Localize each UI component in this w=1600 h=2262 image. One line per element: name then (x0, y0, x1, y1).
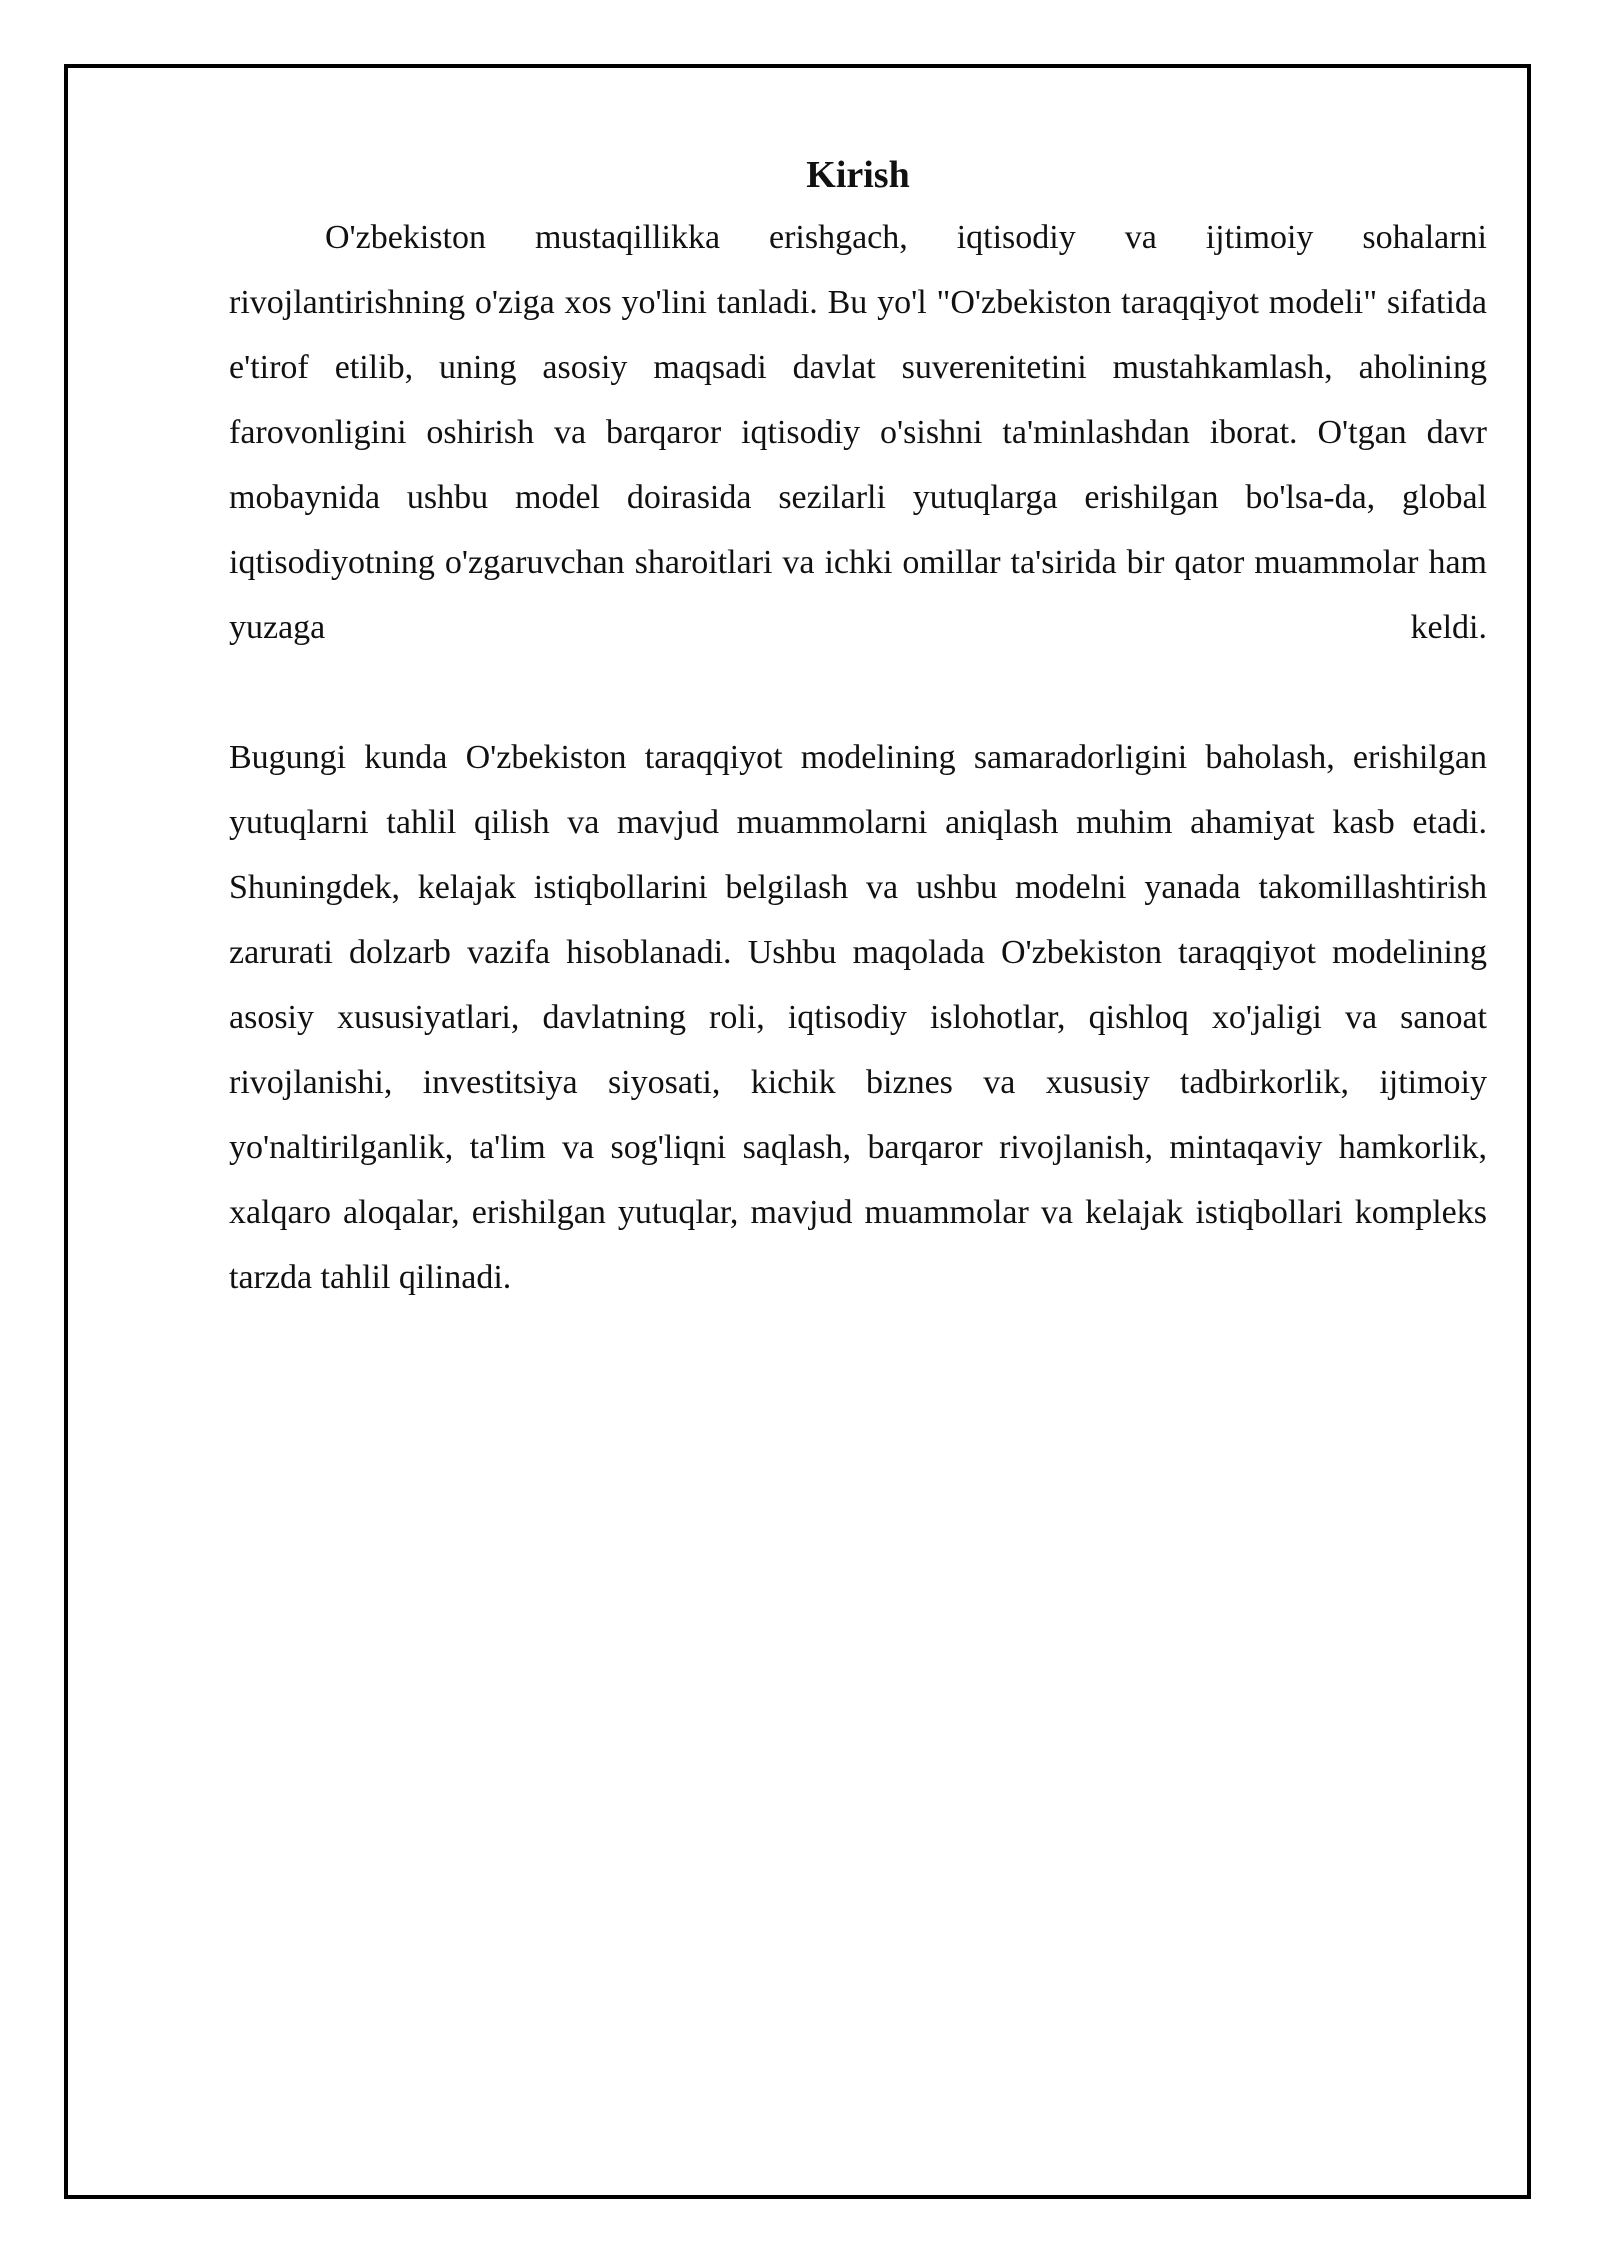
intro-paragraph-2: Bugungi kunda O'zbekiston taraqqiyot modelining samaradorligini baholash, erishilgan yutuqlarni tahlil qilish va mavjud muammolarni aniqlash muhim ahamiyat kasb etadi. Shuningdek, kelajak istiqbollarini belgilash va ushbu modelni yanada takomillashtirish zarurati dolzarb vazifa hisoblanadi. Ushbu maqolada O'zbekiston taraqqiyot modelining asosiy xususiyatlari, davlatning roli, iqtisodiy islohotlar, qishloq xo'jaligi va sanoat rivojlanishi, investitsiya siyosati, kichik biznes va xususiy tadbirkorlik, ijtimoiy yo'naltirilganlik, ta'lim va sog'liqni saqlash, barqaror rivojlanish, mintaqaviy hamkorlik, xalqaro aloqalar, erishilgan yutuqlar, mavjud muammolar va kelajak istiqbollari kompleks tarzda tahlil qilinadi. (229, 739, 1487, 1296)
intro-paragraph-1: O'zbekiston mustaqillikka erishgach, iqtisodiy va ijtimoiy sohalarni rivojlantirishning o'ziga xos yo'lini tanladi. Bu yo'l "O'zbekiston taraqqiyot modeli" sifatida e'tirof etilib, uning asosiy maqsadi davlat suverenitetini mustahkamlash, aholining farovonligini oshirish va barqaror iqtisodiy o'sishni ta'minlashdan iborat. O'tgan davr mobaynida ushbu model doirasida sezilarli yutuqlarga erishilgan bo'lsa-da, global iqtisodiyotning o'zgaruvchan sharoitlari va ichki omillar ta'sirida bir qator muammolar ham yuzaga keldi. (229, 219, 1487, 646)
document-body (229, 147, 1487, 1310)
document-title: Kirish (806, 154, 910, 196)
paragraph-spacer (229, 660, 1487, 725)
